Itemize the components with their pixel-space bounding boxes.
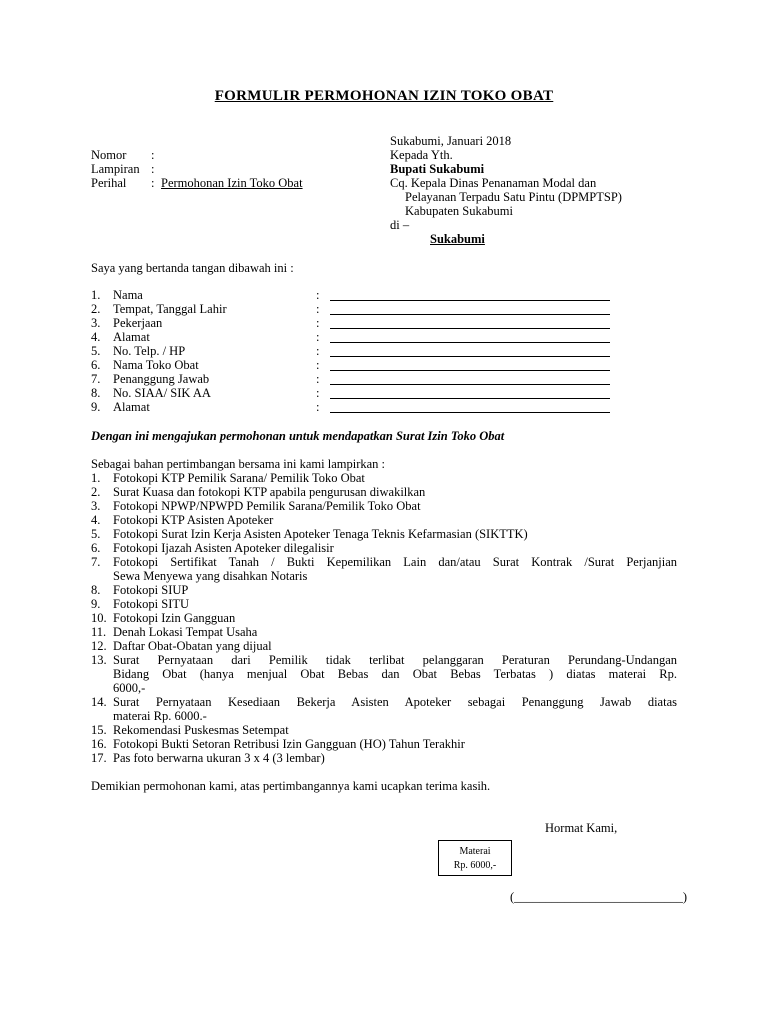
field-label-siaa: No. SIAA/ SIK AA [113,386,211,400]
list-number: 6. [91,541,101,555]
attachment-item: Fotokopi Ijazah Asisten Apoteker dilegalisir [113,541,334,555]
nomor-colon: : [151,148,155,162]
materai-stamp-box [438,840,512,876]
field-label-ttl: Tempat, Tanggal Lahir [113,302,227,316]
list-number: 5. [91,527,101,541]
field-blank-telp[interactable] [330,356,610,357]
field-number: 5. [91,344,101,358]
nomor-label: Nomor [91,148,127,162]
kepada-label: Kepada Yth. [390,148,453,162]
list-number: 4. [91,513,101,527]
attachment-item: Daftar Obat-Obatan yang dijual [113,639,272,653]
field-label-alamat: Alamat [113,330,150,344]
lampiran-colon: : [151,162,155,176]
attachment-item: Denah Lokasi Tempat Usaha [113,625,258,639]
attachment-item-cont: Bidang Obat (hanya menjual Obat Bebas dan Obat Bebas Terbatas ) diatas materai Rp. [113,667,677,681]
attachment-item: Pas foto berwarna ukuran 3 x 4 (3 lembar) [113,751,325,765]
attachment-item: Surat Pernyataan dari Pemilik tidak terlibat pelanggaran Peraturan Perundang-Undangan [113,653,677,667]
field-blank-toko[interactable] [330,370,610,371]
perihal-label: Perihal [91,176,127,190]
field-blank-siaa[interactable] [330,398,610,399]
attachment-item: Surat Kuasa dan fotokopi KTP apabila pengurusan diwakilkan [113,485,426,499]
field-number: 7. [91,372,101,386]
field-label-toko: Nama Toko Obat [113,358,199,372]
field-colon: : [316,386,320,400]
attachment-item: Fotokopi NPWP/NPWPD Pemilik Sarana/Pemilik Toko Obat [113,499,421,513]
field-colon: : [316,330,320,344]
perihal-colon: : [151,176,155,190]
di-label: di – [390,218,410,232]
attachment-item: Fotokopi Izin Gangguan [113,611,236,625]
attachment-item: Fotokopi Surat Izin Kerja Asisten Apoteker Tenaga Teknis Kefarmasian (SIKTTK) [113,527,528,541]
list-number: 3. [91,499,101,513]
field-label-nama: Nama [113,288,143,302]
field-number: 9. [91,400,101,414]
list-number: 14. [91,695,107,709]
cq-line-3: Kabupaten Sukabumi [405,204,513,218]
field-blank-alamat[interactable] [330,342,610,343]
list-number: 9. [91,597,101,611]
field-blank-nama[interactable] [330,300,610,301]
field-colon: : [316,302,320,316]
list-number: 17. [91,751,107,765]
list-number: 2. [91,485,101,499]
attachments-intro: Sebagai bahan pertimbangan bersama ini kami lampirkan : [91,457,386,471]
signature-line[interactable]: (___________________________) [510,890,688,904]
intro-text: Saya yang bertanda tangan dibawah ini : [91,261,294,275]
attachment-item-cont: Sewa Menyewa yang disahkan Notaris [113,569,308,583]
field-blank-ttl[interactable] [330,314,610,315]
field-blank-alamat-toko[interactable] [330,412,610,413]
field-label-pj: Penanggung Jawab [113,372,210,386]
field-label-telp: No. Telp. / HP [113,344,186,358]
attachment-item: Fotokopi Sertifikat Tanah / Bukti Kepemilikan Lain dan/atau Surat Kontrak /Surat Perjanjian [113,555,677,569]
lampiran-label: Lampiran [91,162,140,176]
field-number: 3. [91,316,101,330]
cq-line-2: Pelayanan Terpadu Satu Pintu (DPMPTSP) [405,190,622,204]
field-number: 2. [91,302,101,316]
attachment-item-cont: 6000,- [113,681,146,695]
list-number: 15. [91,723,107,737]
attachment-item: Fotokopi KTP Pemilik Sarana/ Pemilik Toko Obat [113,471,365,485]
field-number: 1. [91,288,101,302]
cq-line-1: Cq. Kepala Dinas Penanaman Modal dan [390,176,597,190]
attachment-item: Fotokopi SITU [113,597,190,611]
perihal-value: Permohonan Izin Toko Obat [161,176,303,190]
closing-text: Demikian permohonan kami, atas pertimbangannya kami ucapkan terima kasih. [91,779,491,793]
field-colon: : [316,400,320,414]
request-statement: Dengan ini mengajukan permohonan untuk mendapatkan Surat Izin Toko Obat [91,429,505,443]
list-number: 11. [91,625,107,639]
place-date: Sukabumi, Januari 2018 [390,134,512,148]
attachment-item: Surat Pernyataan Kesediaan Bekerja Asisten Apoteker sebagai Penanggung Jawab diatas [113,695,677,709]
field-label-alamat-toko: Alamat [113,400,150,414]
page-title: FORMULIR PERMOHONAN IZIN TOKO OBAT [214,88,554,104]
regards-text: Hormat Kami, [545,821,618,835]
field-colon: : [316,372,320,386]
list-number: 1. [91,471,101,485]
materai-label: Materai [459,846,491,857]
field-colon: : [316,344,320,358]
attachment-item: Fotokopi Bukti Setoran Retribusi Izin Gangguan (HO) Tahun Terakhir [113,737,465,751]
recipient-name: Bupati Sukabumi [390,162,485,176]
attachment-item: Fotokopi KTP Asisten Apoteker [113,513,274,527]
list-number: 8. [91,583,101,597]
field-colon: : [316,288,320,302]
field-label-pekerjaan: Pekerjaan [113,316,163,330]
attachment-item-cont: materai Rp. 6000.- [113,709,207,723]
attachment-item: Fotokopi SIUP [113,583,189,597]
field-blank-pekerjaan[interactable] [330,328,610,329]
list-number: 16. [91,737,107,751]
recipient-city: Sukabumi [430,232,485,246]
field-blank-pj[interactable] [330,384,610,385]
list-number: 12. [91,639,107,653]
list-number: 10. [91,611,107,625]
attachment-item: Rekomendasi Puskesmas Setempat [113,723,289,737]
list-number: 7. [91,555,101,569]
list-number: 13. [91,653,107,667]
field-colon: : [316,358,320,372]
field-number: 8. [91,386,101,400]
field-colon: : [316,316,320,330]
materai-value: Rp. 6000,- [453,860,497,871]
field-number: 4. [91,330,101,344]
field-number: 6. [91,358,101,372]
